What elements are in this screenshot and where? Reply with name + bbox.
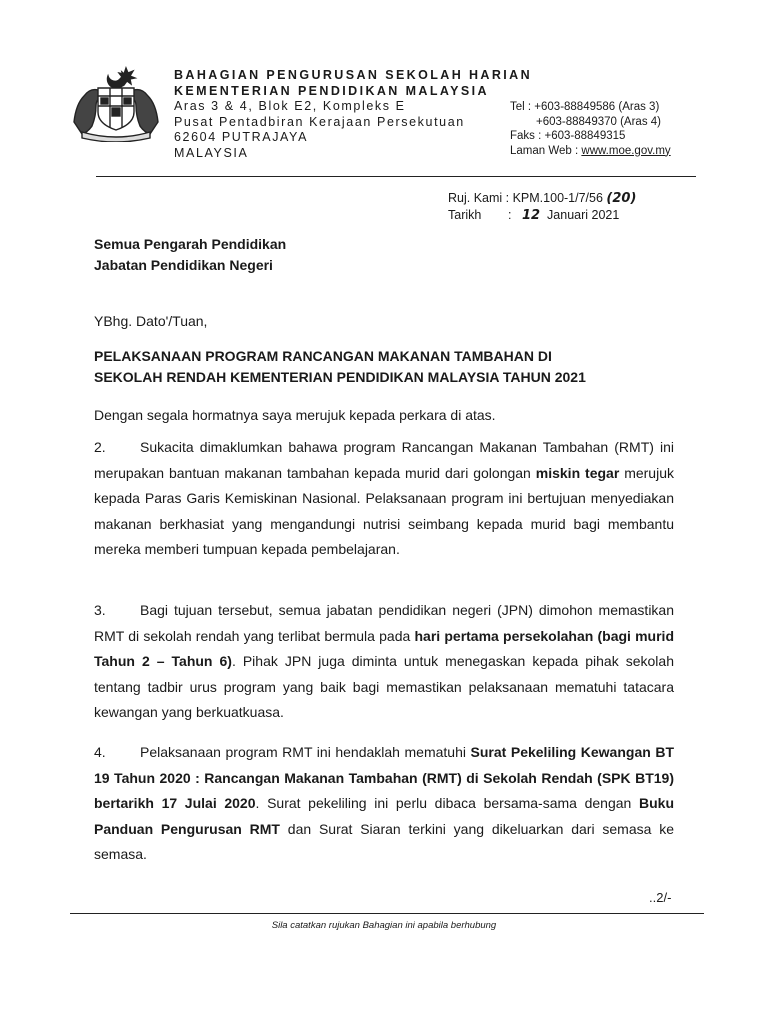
- website-line: [510, 144, 671, 159]
- recipient-line-1: Semua Pengarah Pendidikan: [94, 236, 287, 252]
- letterhead-address: [174, 68, 532, 161]
- footer-note: Sila catatkan rujukan Bahagian ini apabila berhubung: [271, 920, 497, 931]
- handwritten-reference: (20): [606, 191, 637, 206]
- recipient-line-2: Jabatan Pendidikan Negeri: [94, 257, 273, 273]
- paragraph-4: 4. Pelaksanaan program RMT ini hendaklah mematuhi Surat Pekeliling Kewangan BT 19 Tahun 2020 : Rancangan Makanan Tambahan (RMT) di Sekolah Rendah (SPK BT19) bertarikh 17 Julai 2020. Surat pekeliling ini perlu dibaca bersama-sama dengan Buku Panduan Pengurusan RMT dan Surat Siaran terkini yang dikeluarkan dari semasa ke semasa.: [94, 740, 674, 868]
- address-line-1: Aras 3 & 4, Blok E2, Kompleks E: [174, 99, 406, 113]
- emphasis: miskin tegar: [535, 464, 620, 481]
- paragraph-2: 2. Sukacita dimaklumkan bahawa program Rancangan Makanan Tambahan (RMT) ini merupakan bantuan makanan tambahan kepada murid dari golongan miskin tegar merujuk kepada Paras Garis Kemiskinan Nasional. Pelaksanaan program ini bertujuan menyediakan makanan berkhasiat yang mengandungi nutrisi seimbang kepada murid bagi membantu mereka memberi tumpuan kepada pembelajaran.: [94, 435, 674, 563]
- footer-divider: [70, 913, 704, 914]
- subject-line-2: SEKOLAH RENDAH KEMENTERIAN PENDIDIKAN MALAYSIA TAHUN 2021: [94, 369, 586, 385]
- salutation: YBhg. Dato'/Tuan,: [94, 313, 208, 329]
- paragraph-3: 3. Bagi tujuan tersebut, semua jabatan pendidikan negeri (JPN) dimohon memastikan RMT di sekolah rendah yang terlibat bermula pada hari pertama persekolahan (bagi murid Tahun 2 – Tahun 6). Pihak JPN juga diminta untuk menegaskan kepada pihak sekolah tentang tadbir urus program yang baik bagi memastikan pelaksanaan mematuhi tatacara kewangan yang berkuatkuasa.: [94, 598, 674, 726]
- paragraph-number: 4.: [94, 744, 106, 760]
- ministry-name: KEMENTERIAN PENDIDIKAN MALAYSIA: [174, 83, 489, 98]
- emphasis: hari pertama persekolahan (bagi murid Tahun 2 – Tahun 6): [94, 627, 674, 669]
- reference-number: Ruj. Kami : KPM.100-1/7/56 (20): [448, 191, 637, 206]
- letterhead-contact: [510, 100, 671, 158]
- subject-line-1: PELAKSANAAN PROGRAM RANCANGAN MAKANAN TAMBAHAN DI: [94, 348, 552, 364]
- telephone-line-1: Tel : +603-88849586 (Aras 3): [510, 101, 660, 113]
- address-line-3: 62604 PUTRAJAYA: [174, 130, 309, 144]
- malaysia-coat-of-arms-icon: [68, 62, 164, 142]
- agency-name: BAHAGIAN PENGURUSAN SEKOLAH HARIAN: [174, 68, 532, 82]
- next-page-marker: ..2/-: [649, 890, 672, 905]
- address-line-4: MALAYSIA: [174, 145, 249, 160]
- letterhead-divider: [96, 176, 696, 177]
- telephone-line-2: +603-88849370 (Aras 4): [536, 115, 661, 128]
- reference-block: [448, 190, 636, 224]
- intro-paragraph: Dengan segala hormatnya saya merujuk kepada perkara di atas.: [94, 407, 496, 423]
- emphasis: Surat Pekeliling Kewangan BT 19 Tahun 2020 : Rancangan Makanan Tambahan (RMT) di Sekolah Rendah (SPK BT19) bertarikh 17 Julai 2020: [94, 744, 674, 811]
- website-link[interactable]: www.moe.gov.my: [581, 144, 671, 157]
- letter-subject: [94, 346, 586, 388]
- emphasis: Buku Panduan Pengurusan RMT: [94, 795, 674, 837]
- website-label: Laman Web :: [510, 144, 582, 157]
- fax-line: Faks : +603-88849315: [510, 130, 626, 142]
- letter-date: Tarikh : 12 Januari 2021: [448, 208, 620, 223]
- handwritten-day: 12: [522, 208, 541, 223]
- address-line-2: Pusat Pentadbiran Kerajaan Persekutuan: [174, 114, 465, 129]
- paragraph-number: 3.: [94, 602, 106, 618]
- paragraph-number: 2.: [94, 439, 106, 455]
- recipient-block: [94, 234, 286, 276]
